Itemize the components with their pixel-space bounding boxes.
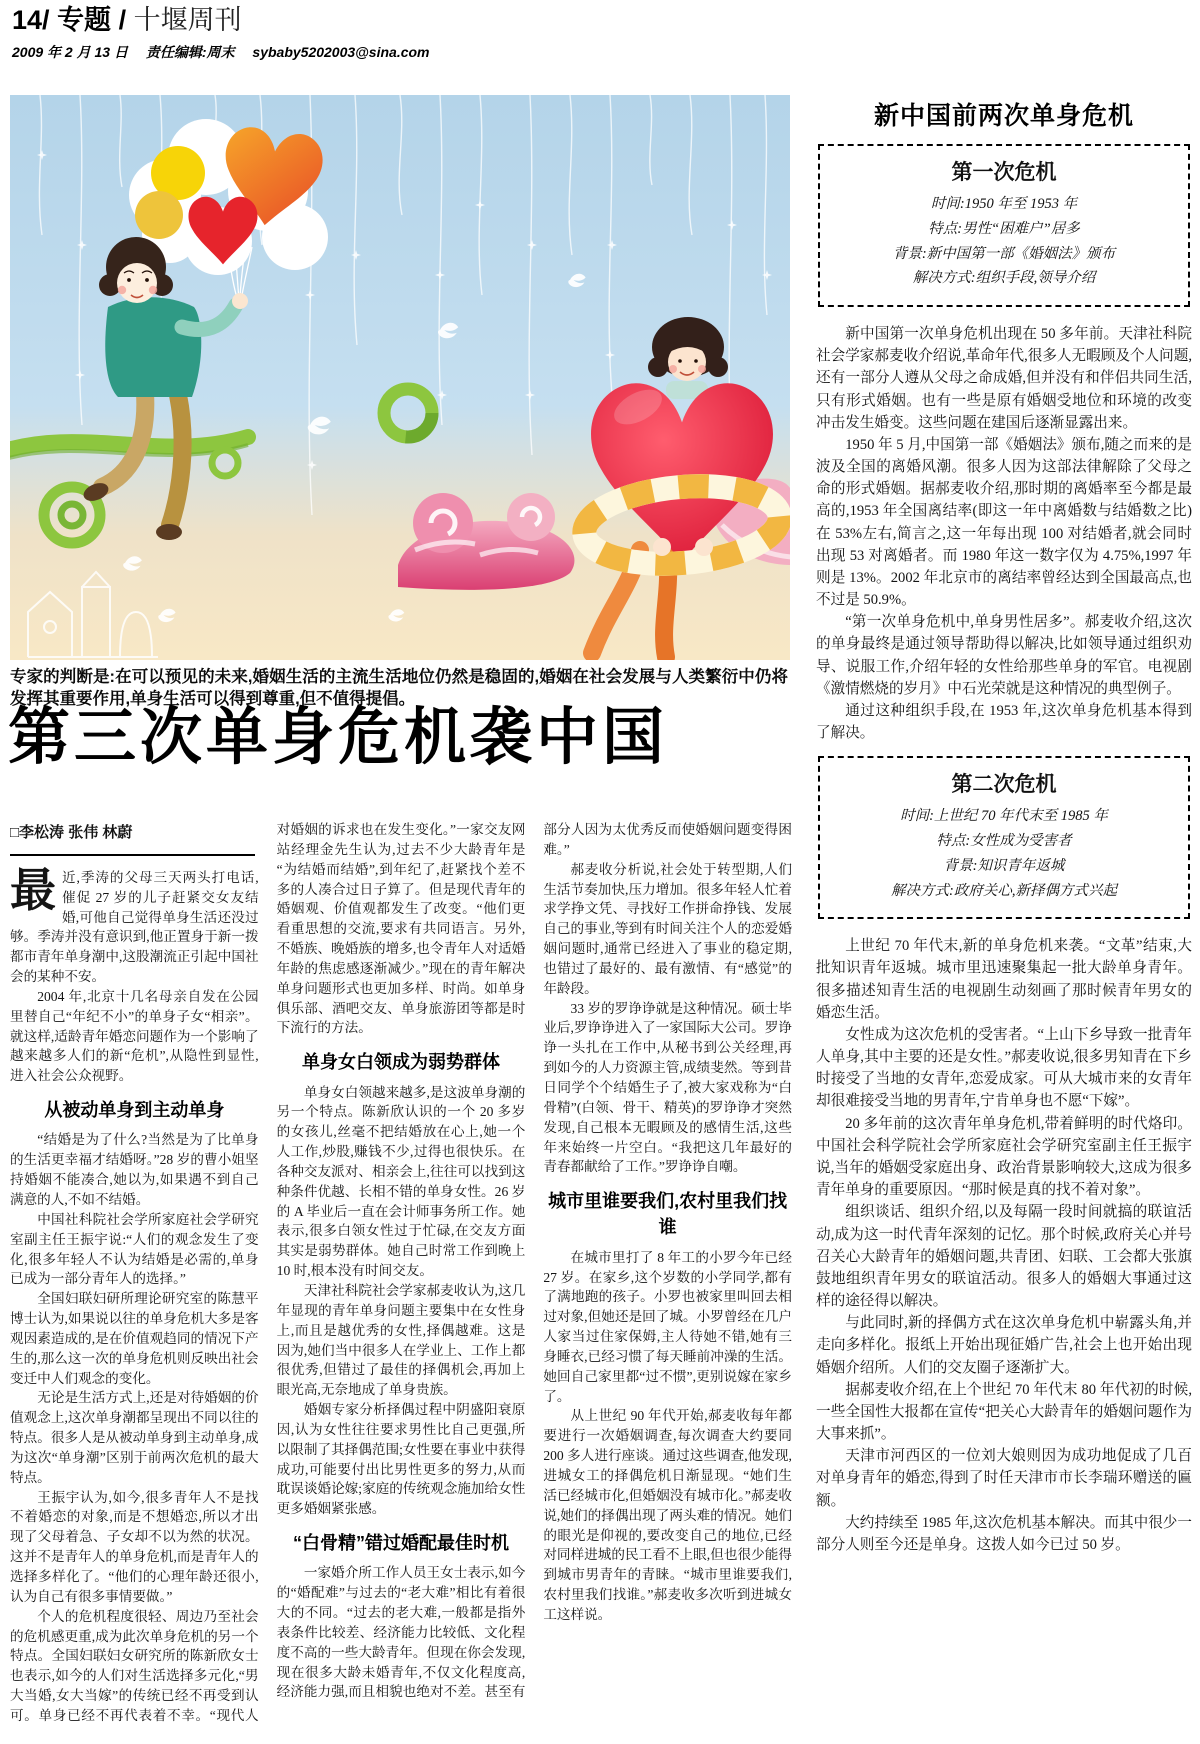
crisis-box-line: 特点:女性成为受害者	[936, 833, 1072, 850]
boy-hand	[232, 293, 248, 309]
sidebar-section-2	[816, 935, 1192, 1556]
section-name: 专题	[57, 5, 112, 35]
article-paragraph: 新中国第一次单身危机出现在 50 多年前。天津社科院社会学家郝麦收介绍说,革命年代,很多人无暇顾及个人问题,还有一部分人遵从父母之命成婚,但并没有和伴侣共同生活,只有形式婚姻。也有一些是原有婚姻受地位和环境的改变冲击发生婚变。这些问题在建国后逐渐显露出来。	[816, 326, 1192, 431]
article-paragraph: “第一次单身危机中,单身男性居多”。郝麦收介绍,这次的单身最终是通过领导帮助得以解决,比如领导通过组织劝导、说服工作,介绍年轻的女性给那些单身的军官。电视剧《激情燃烧的岁月》中石光荣就是这种情况的典型例子。	[816, 614, 1192, 697]
issue-date: 2009 年 2 月 13 日	[12, 43, 128, 60]
editor-email: sybaby5202003@sina.com	[252, 43, 430, 60]
crisis-box-2-title: 第二次危机	[951, 773, 1057, 797]
masthead-title	[12, 6, 712, 36]
crisis-box-line: 时间:1950 年至 1953 年	[930, 196, 1078, 212]
sidebar-title: 新中国前两次单身危机	[873, 102, 1134, 130]
masthead-dateline	[12, 42, 712, 62]
masthead-separator: /	[118, 5, 127, 35]
article-paragraph: 天津市河西区的一位刘大娘则因为成功地促成了几百对单身青年的婚恋,得到了时任天津市市长李瑞环赠送的匾额。	[816, 1448, 1192, 1509]
lede-paragraph: 专家的判断是:在可以预见的未来,婚姻生活的主流生活地位仍然是稳固的,婚姻在社会发展与人类繁衍中仍将发挥其重要作用,单身生活可以得到尊重,但不值得提倡。	[10, 668, 788, 709]
crisis-box-1-lines	[832, 194, 1176, 290]
editor-credit: 责任编辑:周末	[145, 43, 235, 60]
masthead	[12, 6, 712, 62]
article-paragraph: 在城市里打了 8 年工的小罗今年已经 27 岁。在家乡,这个岁数的小学同学,都有了满地跑的孩子。小罗也被家里叫回去相过对象,但她还是回了城。小罗曾经在几户人家当过住家保姆,主人待她不错,她有三身睡衣,已经习惯了每天睡前冲澡的生活。她回自己家里都“过不惯”,更别说嫁在家乡了。	[543, 1249, 792, 1404]
article-paragraph: 无论是生活方式上,还是对待婚姻的价值观念上,这次单身潮都呈现出不同以往的特点。很多人是从被动单身到主动单身,成为这次“单身潮”区别于前两次危机的最大特点。	[10, 1390, 259, 1485]
valentine-illustration	[10, 95, 790, 660]
crisis-box-line: 背景:知识青年返城	[943, 857, 1065, 874]
sidebar-section-1	[816, 323, 1192, 744]
byline: □李松涛 张伟 林蔚	[10, 820, 255, 856]
column-subhead: 城市里谁要我们,农村里我们找谁	[548, 1191, 788, 1238]
page-number: 14/	[12, 5, 50, 35]
column-subhead: “白骨精”错过婚配最佳时机	[292, 1533, 509, 1554]
sidebar	[816, 96, 1192, 1742]
article-paragraph: 最近,季涛的父母三天两头打电话,催促 27 岁的儿子赶紧交女友结婚,可他自己觉得单身生活还没过够。季涛并没有意识到,他正置身于新一拨都市青年单身潮中,这股潮流正引起中国社会的某种不安。	[10, 864, 259, 985]
crisis-box-1-title: 第一次危机	[951, 161, 1057, 184]
article-paragraph: 王振宇认为,如今,很多青年人不是找不着婚恋的对象,而是不想婚恋,所以才出现了父母着急、子女却不以为然的状况。这并不是青年人的单身危机,而是青年人的选择多样化了。“他们的心理年龄还很小,认为自己有很多事情要做。”	[10, 1489, 259, 1604]
crisis-box-2	[818, 756, 1190, 919]
boy-shoe	[156, 524, 182, 540]
article-paragraph: 郝麦收分析说,社会处于转型期,人们生活节奏加快,压力增加。很多年轻人忙着求学挣文凭、寻找好工作拼命挣钱、发展自己的事业,等到有时间关注个人的恋爱婚姻问题时,通常已经进入了事业的稳定期,也错过了最好的、最有激情、有“感觉”的年龄段。	[543, 861, 792, 996]
boy-torso	[105, 297, 201, 397]
article-paragraph: 女性成为这次危机的受害者。“上山下乡导致一批青年人单身,其中主要的还是女性。”郝麦收说,很多男知青在下乡时接受了当地的女青年,恋爱成家。可从大城市来的女青年却很难接受当地的男青年,宁肯单身也不愿“下嫁”。	[816, 1026, 1192, 1110]
article-paragraph: 与此同时,新的择偶方式在这次单身危机中崭露头角,并走向多样化。报纸上开始出现征婚广告,社会上也开始出现婚姻介绍所。人们的交友圈子逐渐扩大。	[816, 1315, 1192, 1376]
article-columns	[10, 820, 792, 1738]
drop-cap: 最	[10, 864, 56, 916]
article-paragraph: “结婚是为了什么?当然是为了比单身的生活更幸福才结婚呀。”28 岁的曹小姐坚持婚姻不能凑合,她以为,如果遇不到自己满意的人,不如不结婚。	[10, 1132, 259, 1207]
article-paragraph: 组织谈话、组织介绍,以及每隔一段时间就搞的联谊活动,成为这一时代青年深刻的记忆。那个时候,政府关心并号召关心大龄青年的婚姻问题,共青团、妇联、工会都大张旗鼓地组织青年男女的联谊活动。很多人的婚姻大事通过这样的途径得以解决。	[816, 1204, 1192, 1310]
yellow-balloon	[135, 191, 183, 239]
crisis-box-1	[818, 144, 1190, 307]
article-paragraph: 大约持续至 1985 年,这次危机基本解决。而其中很少一部分人则至今还是单身。这拨人如今已过 50 岁。	[816, 1514, 1192, 1553]
article-paragraph: 一家婚介所工作人员王女士表示,如今的“婚配难”与过去的“老大难”相比有着很大的不同。“过去的老大难,一般都是指外表条件比较差、经济能力比较低、文化程度不高的一些大龄青年。但现在你会发现,现在很多大龄未婚青年,不仅文化程度高,经济能力强,而且相貌也绝对不差。甚至有部分人因为太优秀反而使婚姻问题变得困难。”	[276, 822, 792, 1700]
article-paragraph: 天津社科院社会学家郝麦收认为,这几年显现的青年单身问题主要集中在女性身上,而且是越优秀的女性,择偶越难。这是因为,她们当中很多人在学业上、工作上都很优秀,但错过了最佳的择偶机会,再加上眼光高,无奈地成了单身贵族。	[276, 1282, 526, 1398]
article-paragraph: 全国妇联妇研所理论研究室的陈慧平博士认为,如果说以往的单身危机大多是客观因素造成的,是在价值观趋同的情况下产生的,那么这一次的单身危机则反映出社会变迁中人们观念的变化。	[10, 1291, 259, 1386]
article-paragraph: 从上世纪 90 年代开始,郝麦收每年都要进行一次婚姻调查,每次调查大约要同 200 多人进行座谈。通过这些调查,他发现,进城女工的择偶危机日渐显现。“她们生活已经城市化,但婚姻没有城市化。”郝麦收说,她们的择偶出现了两头难的情况。她们的眼光是仰视的,要改变自己的地位,已经对同样进城的民工看不上眼,但也很少能得到城市男青年的青睐。“城市里谁要我们,农村里我们找谁。”郝麦收多次听到进城女工这样说。	[543, 1408, 792, 1622]
article-paragraph: 33 岁的罗诤诤就是这种情况。硕士毕业后,罗诤诤进入了一家国际大公司。罗诤诤一头扎在工作中,从秘书到公关经理,再到如今的人力资源主管,成绩斐然。等到昔日同学个个结婚生子了,被大家戏称为“白骨精”(白领、骨干、精英)的罗诤诤才突然发现,自己根本无暇顾及的感情生活,这些年来始终一片空白。“我把这几年最好的青春都献给了工作。”罗诤诤自嘲。	[543, 1000, 792, 1175]
article-paragraph: 20 多年前的这次青年单身危机,带着鲜明的时代烙印。中国社会科学院社会学所家庭社会学研究室副主任王振宇说,当年的婚姻受家庭出身、政治背景影响较大,这成为很多青年单身的重要原因。“那时候是真的找不着对象”。	[816, 1115, 1192, 1199]
article-paragraph: 2004 年,北京十几名母亲自发在公园里替自己“年纪不小”的单身子女“相亲”。就这样,适龄青年婚恋问题作为一个影响了越来越多人们的新“危机”,从隐性到显性,进入社会公众视野。	[10, 988, 259, 1084]
crisis-box-line: 时间:上世纪 70 年代末至 1985 年	[900, 808, 1108, 825]
article-paragraph: 1950 年 5 月,中国第一部《婚姻法》颁布,随之而来的是波及全国的离婚风潮。很多人因为这部法律解除了父母之命的形式婚姻。据郝麦收介绍,那时期的离婚率至今都是最高的,1953 年全国离结率(即这一年中离婚数与结婚数之比)在 53%左右,简言之,这一年每出现 100 对结婚者,就会同时出现 53 对离婚者。而 1980 年这一数字仅为 4.75%,1997 年则是 13%。2002 年北京市的离结率曾经达到全国最高点,也不过是 50.9%。	[816, 436, 1192, 609]
crisis-box-line: 解决方式:组织手段,领导介绍	[912, 270, 1096, 287]
column-subhead: 单身女白领成为弱势群体	[301, 1052, 500, 1073]
article-paragraph: 通过这种组织手段,在 1953 年,这次单身危机基本得到了解决。	[816, 702, 1192, 742]
article-paragraph: 单身女白领越来越多,是这波单身潮的另一个特点。陈新欣认识的一个 20 多岁的女孩儿,丝毫不把结婚放在心上,她一个人工作,炒股,赚钱不少,过得也很快乐。在各种交友派对、相亲会上,往往可以找到这种条件优越、长相不错的单身女性。26 岁的 A 毕业后一直在会计师事务所工作。她表示,很多白领女性过于忙碌,在交友方面其实是弱势群体。她自己时常工作到晚上 10 时,根本没有时间交友。	[276, 1084, 526, 1279]
crisis-box-line: 解决方式:政府关心,新择偶方式兴起	[891, 882, 1117, 899]
publication-name: 十堰周刊	[133, 5, 242, 35]
girl-hand	[695, 538, 713, 556]
crisis-box-line: 背景:新中国第一部《婚姻法》颁布	[892, 245, 1116, 262]
article-paragraph: 中国社科院社会学所家庭社会学研究室副主任王振宇说:“人们的观念发生了变化,很多年轻人不认为结婚是必需的,单身已成为一部分青年人的选择。”	[10, 1211, 259, 1287]
article-paragraph: 据郝麦收介绍,在上个世纪 70 年代末 80 年代初的时候,一些全国性大报都在宣传“把关心大龄青年的婚姻问题作为大事来抓”。	[816, 1381, 1192, 1443]
crisis-box-line: 特点:男性“困难户”居多	[928, 220, 1080, 237]
crisis-box-2-lines	[832, 806, 1176, 902]
valentine-illustration-svg	[10, 95, 790, 660]
girl-hand	[653, 538, 671, 556]
article-paragraph: 上世纪 70 年代末,新的单身危机来袭。“文革”结束,大批知识青年返城。城市里迅速聚集起一批大龄单身青年。很多描述知青生活的电视剧生动刻画了那时候青年男女的婚恋生活。	[816, 938, 1192, 1021]
article-paragraph: 婚姻专家分析择偶过程中阴盛阳衰原因,认为女性往往要求男性比自己更强,所以限制了其择偶范围;女性要在事业中获得成功,可能要付出比男性更多的努力,从而耽误谈婚论嫁;家庭的传统观念施加给女性更多婚姻紧张感。	[276, 1402, 526, 1517]
column-subhead: 从被动单身到主动单身	[44, 1100, 225, 1121]
article-paragraph: 个人的危机程度很轻、周边乃至社会的危机感更重,成为此次单身危机的另一个特点。全国妇联妇女研究所的陈新欣女士也表示,如今的人们对生活选择多元化,“男大当婚,女大当嫁”的传统已经不再受到认可。单身已经不再代表着不幸。“现代人对婚姻的诉求也在发生变化。”一家交友网站经理金先生认为,过去不少大龄青年是“为结婚而结婚”,到年纪了,赶紧找个差不多的人凑合过日子算了。但是现代青年的婚姻观、价值观都发生了改变。“他们更看重思想的交流,要求有共同语言。另外,不婚族、晚婚族的增多,也令青年人对适婚年龄的焦虑感逐渐减少。”现在的青年解决单身问题形式也更加多样、时尚。如单身俱乐部、酒吧交友、单身旅游团等都是时下流行的方法。	[10, 822, 526, 1723]
page-title: 第三次单身危机袭中国	[8, 704, 669, 772]
